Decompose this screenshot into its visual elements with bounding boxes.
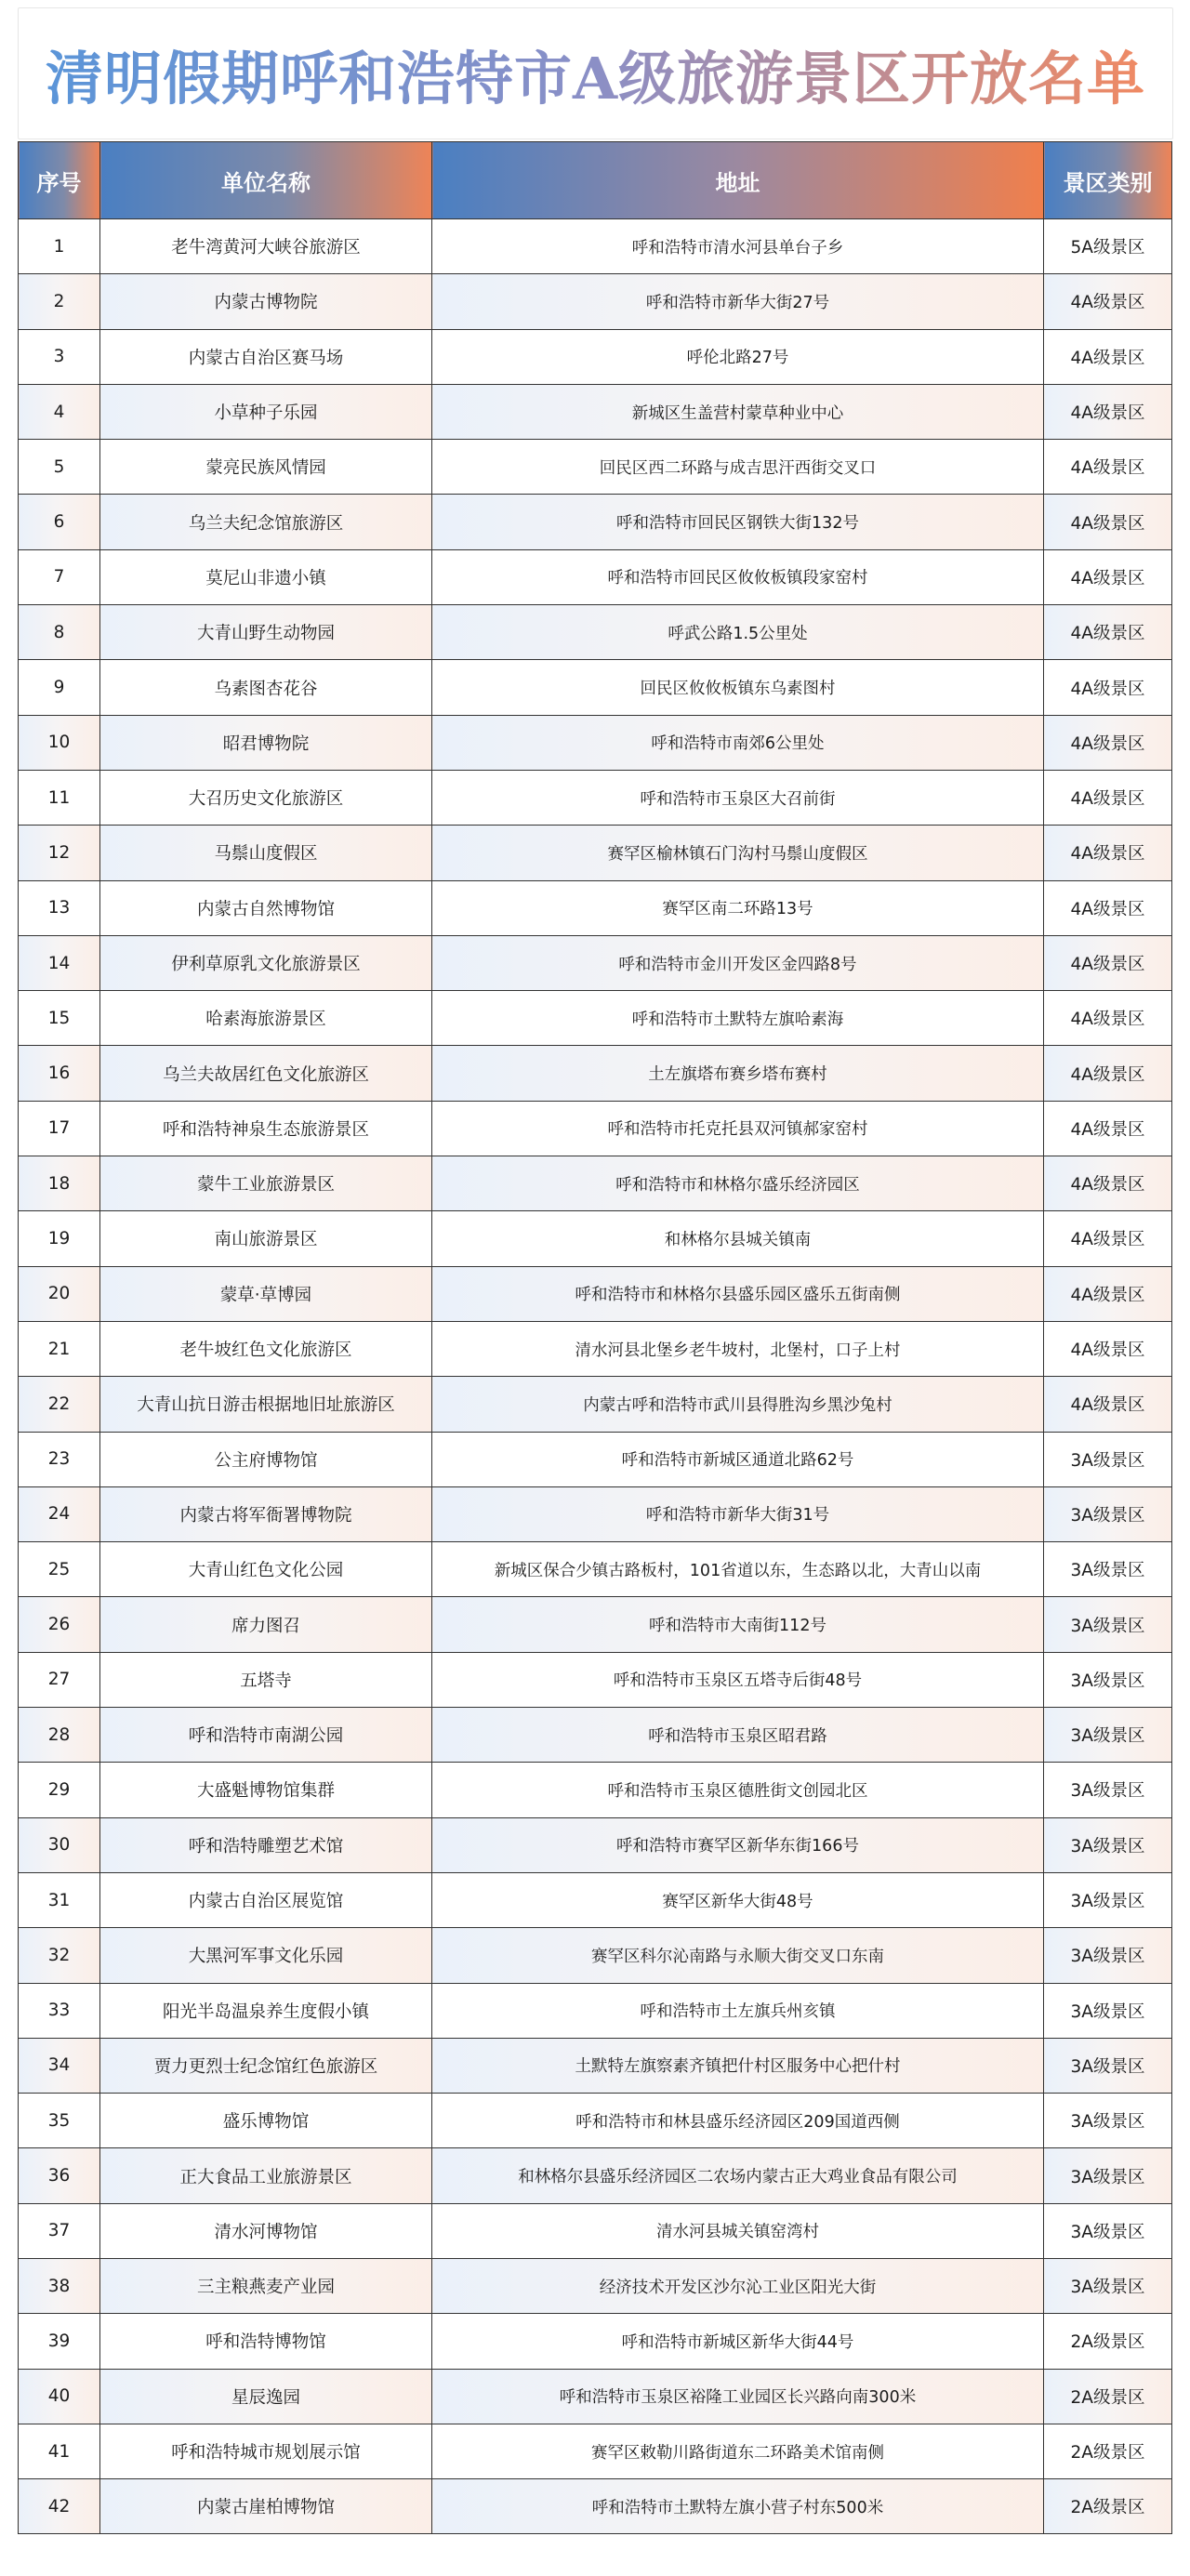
cell-index: 36 [19, 2148, 100, 2203]
table-row [19, 1101, 1172, 1156]
table-row [19, 1266, 1172, 1321]
cell-name: 莫尼山非遗小镇 [100, 549, 432, 604]
cell-address: 呼和浩特市南郊6公里处 [432, 715, 1044, 770]
cell-grade: 3A级景区 [1044, 2258, 1172, 2313]
cell-address: 呼和浩特市玉泉区大召前街 [432, 770, 1044, 825]
cell-index: 5 [19, 440, 100, 495]
cell-grade: 4A级景区 [1044, 549, 1172, 604]
table-header [19, 142, 1172, 219]
cell-address: 回民区西二环路与成吉思汗西街交叉口 [432, 440, 1044, 495]
cell-name: 乌素图杏花谷 [100, 660, 432, 715]
cell-address: 呼和浩特市玉泉区五塔寺后街48号 [432, 1652, 1044, 1707]
cell-name: 内蒙古博物院 [100, 274, 432, 329]
cell-address: 呼和浩特市赛罕区新华东街166号 [432, 1817, 1044, 1872]
cell-name: 伊利草原乳文化旅游景区 [100, 935, 432, 990]
cell-grade: 4A级景区 [1044, 826, 1172, 880]
cell-index: 15 [19, 991, 100, 1046]
cell-address: 赛罕区南二环路13号 [432, 880, 1044, 935]
cell-name: 正大食品工业旅游景区 [100, 2148, 432, 2203]
cell-address: 赛罕区敕勒川路街道东二环路美术馆南侧 [432, 2424, 1044, 2478]
table-row [19, 219, 1172, 274]
cell-address: 呼和浩特市土默特左旗小营子村东500米 [432, 2479, 1044, 2534]
table-row [19, 2479, 1172, 2534]
table-row [19, 1486, 1172, 1541]
cell-name: 内蒙古自治区赛马场 [100, 329, 432, 384]
cell-address: 和林格尔县城关镇南 [432, 1211, 1044, 1266]
cell-grade: 3A级景区 [1044, 1983, 1172, 2038]
cell-grade: 4A级景区 [1044, 1211, 1172, 1266]
table-row [19, 1432, 1172, 1486]
cell-name: 蒙草·草博园 [100, 1266, 432, 1321]
cell-index: 2 [19, 274, 100, 329]
cell-name: 呼和浩特博物馆 [100, 2314, 432, 2369]
cell-index: 18 [19, 1156, 100, 1211]
cell-grade: 3A级景区 [1044, 2094, 1172, 2148]
cell-address: 呼和浩特市和林格尔盛乐经济园区 [432, 1156, 1044, 1211]
cell-grade: 2A级景区 [1044, 2314, 1172, 2369]
cell-name: 蒙牛工业旅游景区 [100, 1156, 432, 1211]
table-row [19, 1872, 1172, 1927]
cell-address: 和林格尔县盛乐经济园区二农场内蒙古正大鸡业食品有限公司 [432, 2148, 1044, 2203]
cell-address: 新城区保合少镇古路板村，101省道以东，生态路以北，大青山以南 [432, 1542, 1044, 1597]
cell-grade: 4A级景区 [1044, 1101, 1172, 1156]
cell-address: 呼和浩特市玉泉区昭君路 [432, 1708, 1044, 1763]
cell-grade: 2A级景区 [1044, 2369, 1172, 2424]
table-row [19, 549, 1172, 604]
table-row [19, 715, 1172, 770]
table-row [19, 1377, 1172, 1432]
cell-name: 马鬃山度假区 [100, 826, 432, 880]
cell-name: 公主府博物馆 [100, 1432, 432, 1486]
column-header-name: 单位名称 [100, 142, 432, 219]
table-row [19, 2203, 1172, 2258]
table-row [19, 1046, 1172, 1101]
cell-grade: 4A级景区 [1044, 991, 1172, 1046]
cell-grade: 3A级景区 [1044, 2038, 1172, 2093]
scenic-spots-table [18, 141, 1172, 2534]
cell-grade: 4A级景区 [1044, 495, 1172, 549]
cell-name: 大盛魁博物馆集群 [100, 1763, 432, 1817]
cell-grade: 4A级景区 [1044, 935, 1172, 990]
table-row [19, 384, 1172, 439]
cell-index: 17 [19, 1101, 100, 1156]
table-row [19, 770, 1172, 825]
cell-address: 新城区生盖营村蒙草种业中心 [432, 384, 1044, 439]
table-row [19, 1597, 1172, 1652]
table-row [19, 1542, 1172, 1597]
cell-index: 40 [19, 2369, 100, 2424]
cell-index: 32 [19, 1928, 100, 1983]
cell-grade: 3A级景区 [1044, 2148, 1172, 2203]
cell-name: 席力图召 [100, 1597, 432, 1652]
cell-index: 33 [19, 1983, 100, 2038]
table-body [19, 219, 1172, 2534]
cell-grade: 4A级景区 [1044, 440, 1172, 495]
table-row [19, 2258, 1172, 2313]
cell-name: 五塔寺 [100, 1652, 432, 1707]
cell-grade: 3A级景区 [1044, 1708, 1172, 1763]
cell-name: 乌兰夫故居红色文化旅游区 [100, 1046, 432, 1101]
cell-name: 呼和浩特市南湖公园 [100, 1708, 432, 1763]
cell-index: 29 [19, 1763, 100, 1817]
cell-address: 呼和浩特市新城区通道北路62号 [432, 1432, 1044, 1486]
cell-name: 大青山抗日游击根据地旧址旅游区 [100, 1377, 432, 1432]
cell-index: 6 [19, 495, 100, 549]
header-row [19, 142, 1172, 219]
cell-address: 呼和浩特市清水河县单台子乡 [432, 219, 1044, 274]
cell-index: 38 [19, 2258, 100, 2313]
table-row [19, 2424, 1172, 2478]
cell-index: 39 [19, 2314, 100, 2369]
cell-index: 3 [19, 329, 100, 384]
table-row [19, 1211, 1172, 1266]
table-row [19, 880, 1172, 935]
cell-index: 28 [19, 1708, 100, 1763]
cell-address: 呼和浩特市回民区攸攸板镇段家窑村 [432, 549, 1044, 604]
cell-name: 大黑河军事文化乐园 [100, 1928, 432, 1983]
table-row [19, 2369, 1172, 2424]
page-title: 清明假期呼和浩特市A级旅游景区开放名单 [46, 33, 1145, 115]
cell-grade: 3A级景区 [1044, 1872, 1172, 1927]
table-row [19, 329, 1172, 384]
cell-grade: 3A级景区 [1044, 1928, 1172, 1983]
column-header-grade: 景区类别 [1044, 142, 1172, 219]
cell-address: 呼和浩特市托克托县双河镇郝家窑村 [432, 1101, 1044, 1156]
table-row [19, 826, 1172, 880]
cell-grade: 4A级景区 [1044, 605, 1172, 660]
cell-index: 1 [19, 219, 100, 274]
table-row [19, 1156, 1172, 1211]
cell-index: 4 [19, 384, 100, 439]
title-banner [18, 7, 1173, 139]
cell-name: 清水河博物馆 [100, 2203, 432, 2258]
table-row [19, 1928, 1172, 1983]
cell-name: 老牛湾黄河大峡谷旅游区 [100, 219, 432, 274]
cell-index: 9 [19, 660, 100, 715]
cell-name: 贾力更烈士纪念馆红色旅游区 [100, 2038, 432, 2093]
cell-grade: 3A级景区 [1044, 1486, 1172, 1541]
cell-index: 13 [19, 880, 100, 935]
cell-name: 内蒙古崖柏博物馆 [100, 2479, 432, 2534]
cell-grade: 2A级景区 [1044, 2479, 1172, 2534]
cell-index: 30 [19, 1817, 100, 1872]
table-row [19, 1817, 1172, 1872]
cell-address: 清水河县北堡乡老牛坡村，北堡村，口子上村 [432, 1321, 1044, 1376]
cell-address: 呼和浩特市土默特左旗哈素海 [432, 991, 1044, 1046]
cell-index: 35 [19, 2094, 100, 2148]
cell-grade: 4A级景区 [1044, 1156, 1172, 1211]
table-row [19, 2038, 1172, 2093]
cell-address: 呼和浩特市新华大街31号 [432, 1486, 1044, 1541]
table-row [19, 660, 1172, 715]
cell-index: 26 [19, 1597, 100, 1652]
cell-address: 内蒙古呼和浩特市武川县得胜沟乡黑沙兔村 [432, 1377, 1044, 1432]
cell-address: 呼和浩特市新城区新华大街44号 [432, 2314, 1044, 2369]
table-row [19, 2314, 1172, 2369]
cell-grade: 4A级景区 [1044, 660, 1172, 715]
table-row [19, 1652, 1172, 1707]
cell-index: 34 [19, 2038, 100, 2093]
cell-index: 20 [19, 1266, 100, 1321]
cell-index: 41 [19, 2424, 100, 2478]
cell-name: 蒙亮民族风情园 [100, 440, 432, 495]
cell-address: 赛罕区科尔沁南路与永顺大街交叉口东南 [432, 1928, 1044, 1983]
cell-grade: 4A级景区 [1044, 384, 1172, 439]
cell-name: 三主粮燕麦产业园 [100, 2258, 432, 2313]
cell-index: 7 [19, 549, 100, 604]
cell-name: 内蒙古自然博物馆 [100, 880, 432, 935]
cell-address: 呼和浩特市回民区钢铁大街132号 [432, 495, 1044, 549]
table-row [19, 1983, 1172, 2038]
cell-index: 27 [19, 1652, 100, 1707]
table-row [19, 274, 1172, 329]
cell-grade: 4A级景区 [1044, 274, 1172, 329]
cell-grade: 3A级景区 [1044, 1763, 1172, 1817]
table-row [19, 605, 1172, 660]
cell-address: 经济技术开发区沙尔沁工业区阳光大街 [432, 2258, 1044, 2313]
cell-grade: 5A级景区 [1044, 219, 1172, 274]
cell-index: 12 [19, 826, 100, 880]
cell-address: 呼和浩特市土左旗兵州亥镇 [432, 1983, 1044, 2038]
cell-address: 呼和浩特市金川开发区金四路8号 [432, 935, 1044, 990]
cell-index: 19 [19, 1211, 100, 1266]
cell-name: 大召历史文化旅游区 [100, 770, 432, 825]
cell-grade: 4A级景区 [1044, 329, 1172, 384]
cell-index: 25 [19, 1542, 100, 1597]
cell-name: 南山旅游景区 [100, 1211, 432, 1266]
cell-address: 呼武公路1.5公里处 [432, 605, 1044, 660]
cell-grade: 3A级景区 [1044, 1542, 1172, 1597]
cell-name: 星辰逸园 [100, 2369, 432, 2424]
cell-grade: 3A级景区 [1044, 1652, 1172, 1707]
cell-name: 乌兰夫纪念馆旅游区 [100, 495, 432, 549]
table-row [19, 1321, 1172, 1376]
cell-index: 14 [19, 935, 100, 990]
cell-address: 呼和浩特市玉泉区裕隆工业园区长兴路向南300米 [432, 2369, 1044, 2424]
cell-name: 大青山野生动物园 [100, 605, 432, 660]
cell-grade: 3A级景区 [1044, 1432, 1172, 1486]
cell-name: 盛乐博物馆 [100, 2094, 432, 2148]
table-row [19, 991, 1172, 1046]
cell-grade: 4A级景区 [1044, 1321, 1172, 1376]
column-header-index: 序号 [19, 142, 100, 219]
cell-address: 呼和浩特市和林格尔县盛乐园区盛乐五街南侧 [432, 1266, 1044, 1321]
cell-name: 老牛坡红色文化旅游区 [100, 1321, 432, 1376]
cell-grade: 4A级景区 [1044, 1046, 1172, 1101]
column-header-address: 地址 [432, 142, 1044, 219]
cell-name: 昭君博物院 [100, 715, 432, 770]
cell-index: 11 [19, 770, 100, 825]
cell-grade: 4A级景区 [1044, 1377, 1172, 1432]
cell-grade: 4A级景区 [1044, 715, 1172, 770]
cell-address: 回民区攸攸板镇东乌素图村 [432, 660, 1044, 715]
cell-grade: 3A级景区 [1044, 1817, 1172, 1872]
cell-address: 土左旗塔布赛乡塔布赛村 [432, 1046, 1044, 1101]
cell-address: 呼伦北路27号 [432, 329, 1044, 384]
cell-index: 21 [19, 1321, 100, 1376]
table-row [19, 2094, 1172, 2148]
table-row [19, 2148, 1172, 2203]
cell-address: 呼和浩特市新华大街27号 [432, 274, 1044, 329]
cell-address: 赛罕区榆林镇石门沟村马鬃山度假区 [432, 826, 1044, 880]
cell-name: 阳光半岛温泉养生度假小镇 [100, 1983, 432, 2038]
cell-name: 呼和浩特城市规划展示馆 [100, 2424, 432, 2478]
cell-index: 16 [19, 1046, 100, 1101]
cell-grade: 4A级景区 [1044, 880, 1172, 935]
cell-address: 赛罕区新华大街48号 [432, 1872, 1044, 1927]
cell-grade: 4A级景区 [1044, 770, 1172, 825]
table-row [19, 1708, 1172, 1763]
cell-index: 37 [19, 2203, 100, 2258]
table-row [19, 440, 1172, 495]
cell-address: 呼和浩特市玉泉区德胜街文创园北区 [432, 1763, 1044, 1817]
table-row [19, 935, 1172, 990]
cell-grade: 3A级景区 [1044, 1597, 1172, 1652]
cell-index: 8 [19, 605, 100, 660]
cell-address: 呼和浩特市和林县盛乐经济园区209国道西侧 [432, 2094, 1044, 2148]
cell-name: 呼和浩特雕塑艺术馆 [100, 1817, 432, 1872]
cell-grade: 3A级景区 [1044, 2203, 1172, 2258]
table-row [19, 495, 1172, 549]
cell-name: 内蒙古将军衙署博物院 [100, 1486, 432, 1541]
cell-address: 清水河县城关镇窑湾村 [432, 2203, 1044, 2258]
cell-index: 23 [19, 1432, 100, 1486]
cell-index: 10 [19, 715, 100, 770]
cell-name: 小草种子乐园 [100, 384, 432, 439]
cell-grade: 2A级景区 [1044, 2424, 1172, 2478]
cell-address: 呼和浩特市大南街112号 [432, 1597, 1044, 1652]
table-row [19, 1763, 1172, 1817]
cell-name: 呼和浩特神泉生态旅游景区 [100, 1101, 432, 1156]
cell-index: 22 [19, 1377, 100, 1432]
cell-name: 大青山红色文化公园 [100, 1542, 432, 1597]
cell-index: 31 [19, 1872, 100, 1927]
cell-index: 42 [19, 2479, 100, 2534]
cell-grade: 4A级景区 [1044, 1266, 1172, 1321]
cell-name: 哈素海旅游景区 [100, 991, 432, 1046]
cell-name: 内蒙古自治区展览馆 [100, 1872, 432, 1927]
cell-index: 24 [19, 1486, 100, 1541]
cell-address: 土默特左旗察素齐镇把什村区服务中心把什村 [432, 2038, 1044, 2093]
